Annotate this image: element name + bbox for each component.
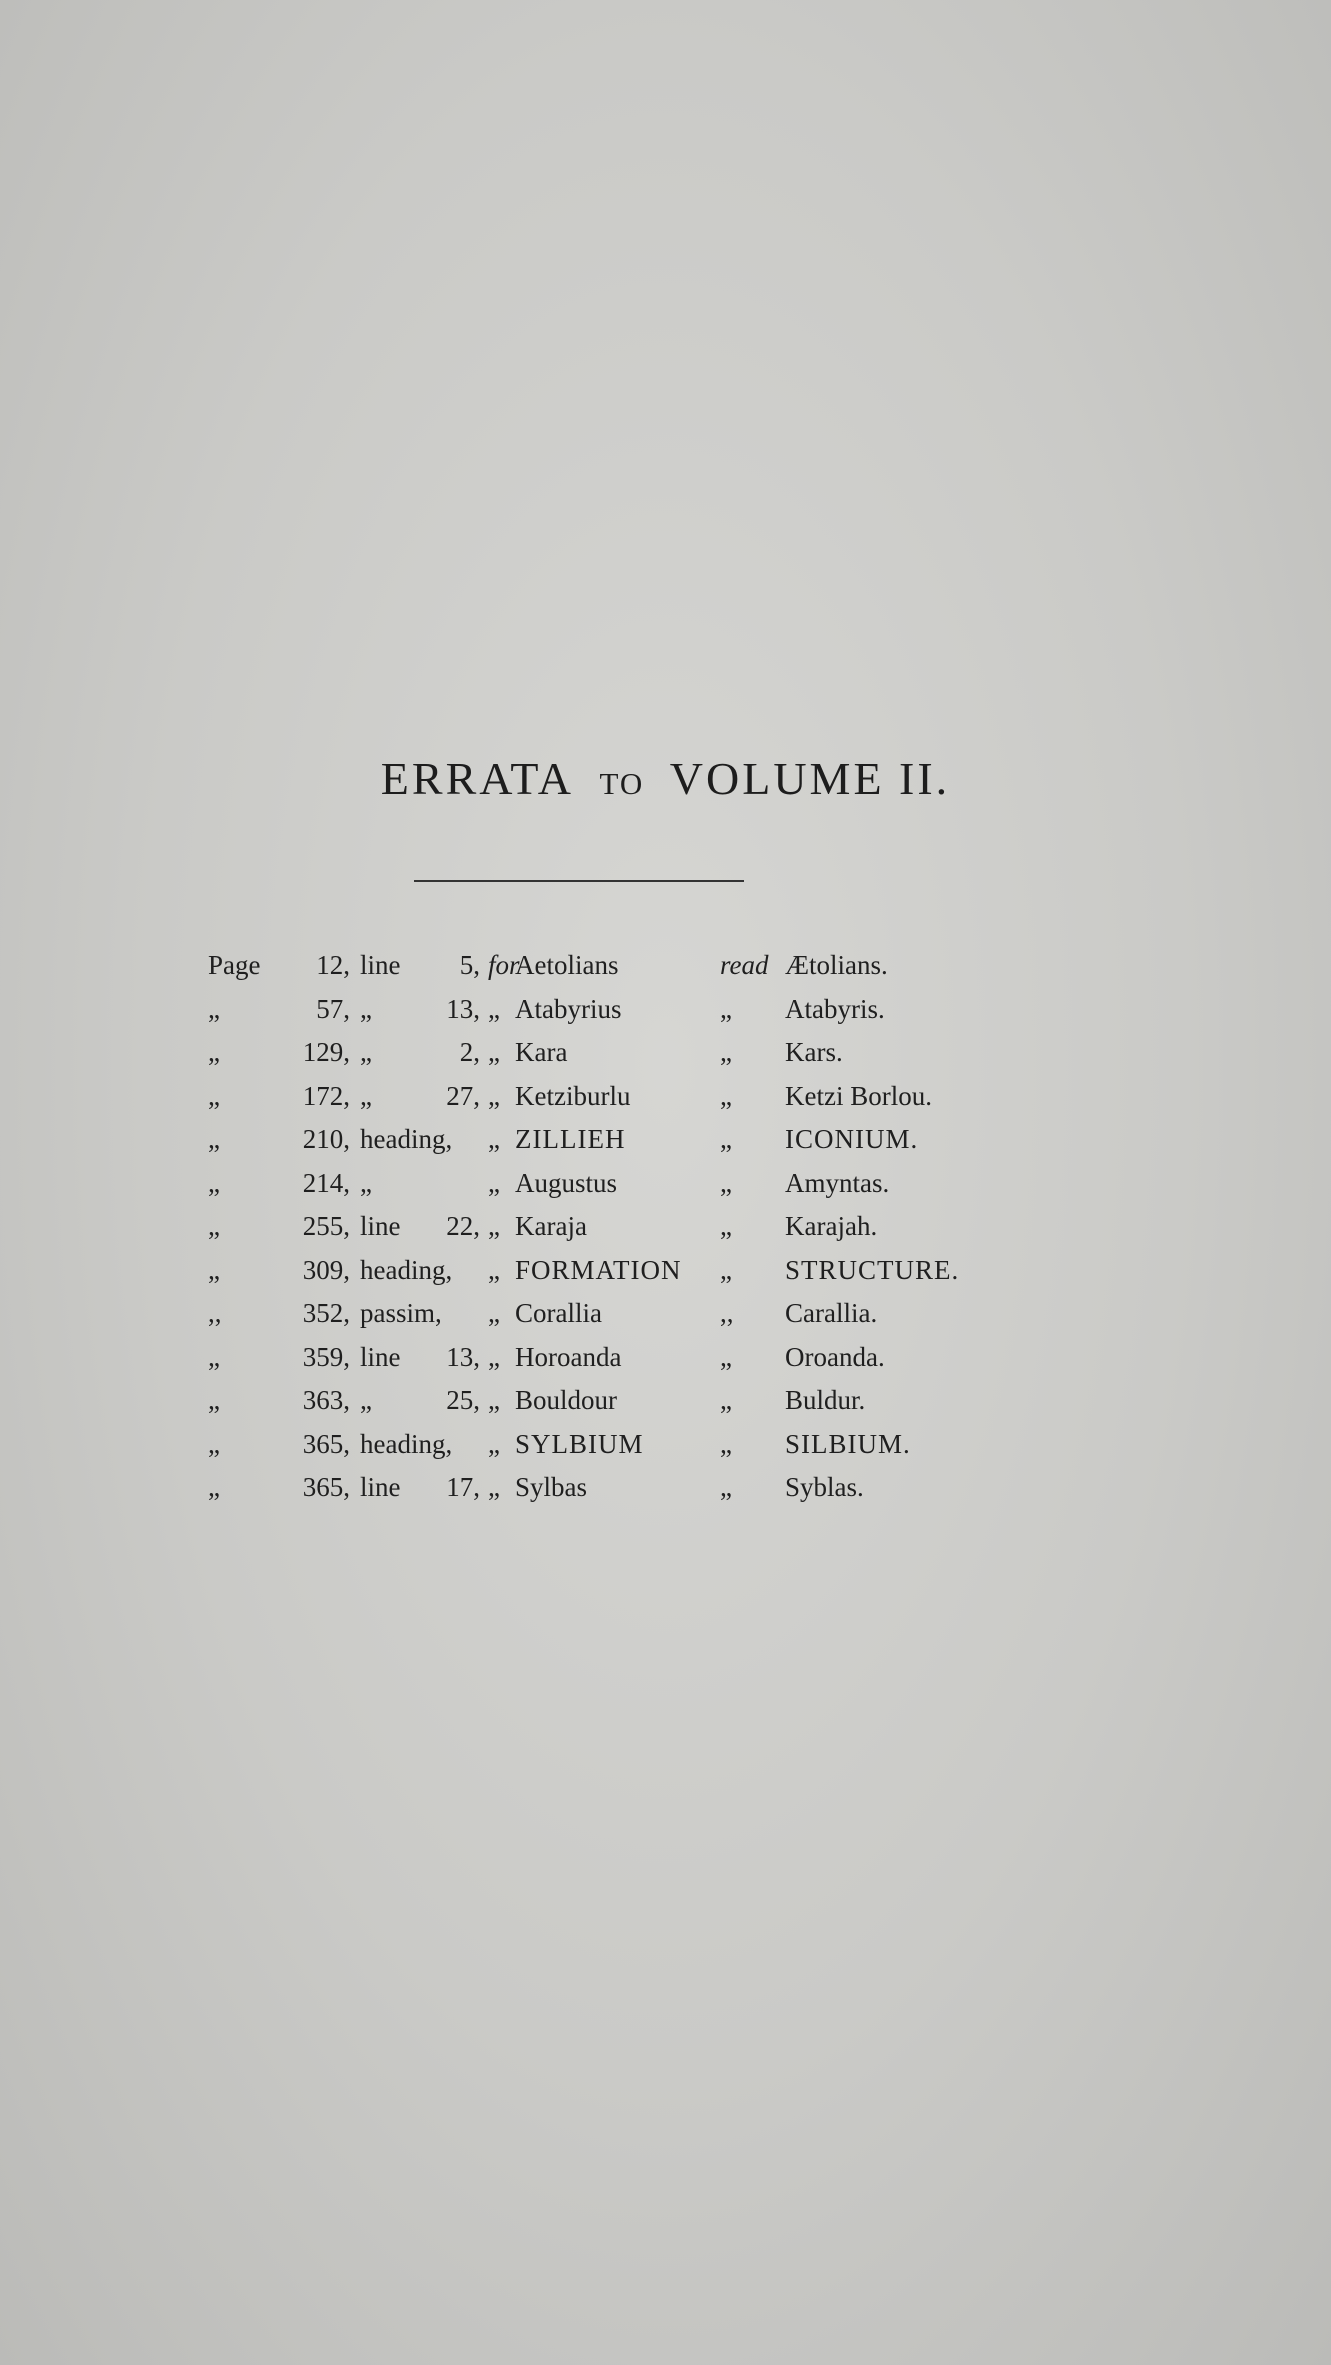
errata-for: for (488, 950, 520, 980)
errata-location: line (360, 1211, 401, 1241)
errata-correct: Oroanda. (785, 1341, 885, 1372)
errata-correct: SILBIUM. (785, 1428, 911, 1459)
errata-row (0, 1472, 1331, 1512)
errata-for: „ (488, 1254, 500, 1285)
errata-location: heading, (360, 1428, 453, 1459)
errata-for: „ (488, 1080, 500, 1111)
errata-row (0, 950, 1331, 990)
errata-for: „ (488, 1124, 500, 1154)
errata-for: „ (488, 1211, 500, 1241)
errata-line: 2, (459, 1037, 480, 1067)
errata-prefix: „ (208, 1080, 220, 1111)
errata-page: 172, (302, 1080, 350, 1111)
errata-line: 22, (446, 1211, 480, 1241)
errata-row (0, 1037, 1331, 1077)
errata-incorrect: Kara (515, 1037, 568, 1067)
errata-incorrect: Bouldour (515, 1385, 618, 1415)
errata-location: „ (360, 1037, 372, 1067)
errata-correct: Ketzi Borlou. (785, 1080, 932, 1111)
errata-read: „ (720, 1167, 732, 1198)
errata-read: „ (720, 1472, 732, 1502)
errata-location: line (360, 1341, 401, 1372)
errata-read: „ (720, 1211, 732, 1241)
errata-page: 363, (302, 1385, 350, 1415)
errata-line: 13, (446, 1341, 480, 1372)
title-divider (414, 880, 744, 882)
errata-incorrect: Sylbas (515, 1472, 588, 1502)
errata-incorrect: ZILLIEH (515, 1124, 626, 1154)
errata-row (0, 1211, 1331, 1251)
errata-page: 255, (302, 1211, 350, 1241)
errata-line: 27, (446, 1080, 480, 1111)
errata-read: read (720, 950, 769, 980)
errata-location: „ (360, 1080, 372, 1111)
errata-prefix: „ (208, 1124, 220, 1154)
errata-line: 5, (459, 950, 480, 980)
errata-correct: Buldur. (785, 1385, 866, 1415)
errata-correct: Atabyris. (785, 993, 885, 1024)
errata-location: passim, (360, 1298, 442, 1328)
errata-row (0, 1081, 1331, 1121)
errata-row (0, 1385, 1331, 1425)
errata-correct: Ætolians. (785, 950, 888, 980)
errata-row (0, 1429, 1331, 1469)
errata-prefix: „ (208, 1037, 220, 1067)
errata-correct: STRUCTURE. (785, 1254, 960, 1285)
errata-row (0, 1168, 1331, 1208)
errata-location: „ (360, 993, 372, 1024)
errata-prefix: „ (208, 1472, 220, 1502)
errata-location: „ (360, 1167, 372, 1198)
errata-incorrect: Ketziburlu (515, 1080, 631, 1111)
errata-read: „ (720, 1341, 732, 1372)
errata-read: „ (720, 1385, 732, 1415)
errata-line: 13, (446, 993, 480, 1024)
errata-row (0, 994, 1331, 1034)
errata-for: „ (488, 1298, 500, 1328)
errata-prefix: „ (208, 1211, 220, 1241)
title-errata: ERRATA (380, 753, 575, 804)
errata-line: 17, (446, 1472, 480, 1502)
errata-read: „ (720, 1124, 732, 1154)
errata-page: 352, (302, 1298, 350, 1328)
errata-read: „ (720, 1037, 732, 1067)
errata-incorrect: Atabyrius (515, 993, 622, 1024)
errata-prefix: ,, (208, 1298, 222, 1328)
errata-prefix: Page (208, 950, 261, 980)
errata-prefix: „ (208, 1385, 220, 1415)
errata-correct: Kars. (785, 1037, 843, 1067)
errata-for: „ (488, 1037, 500, 1067)
errata-for: „ (488, 1385, 500, 1415)
errata-page: 210, (302, 1124, 350, 1154)
errata-read: „ (720, 1254, 732, 1285)
errata-prefix: „ (208, 1428, 220, 1459)
errata-page: 365, (302, 1472, 350, 1502)
errata-page: 12, (316, 950, 350, 980)
errata-page: 129, (302, 1037, 350, 1067)
errata-for: „ (488, 1341, 500, 1372)
title-volume: VOLUME II. (669, 753, 951, 804)
errata-prefix: „ (208, 1167, 220, 1198)
errata-row (0, 1342, 1331, 1382)
errata-correct: Amyntas. (785, 1167, 890, 1198)
errata-incorrect: Horoanda (515, 1341, 622, 1372)
errata-page: 57, (316, 993, 350, 1024)
errata-prefix: „ (208, 1341, 220, 1372)
errata-location: line (360, 1472, 401, 1502)
errata-incorrect: Aetolians (515, 950, 619, 980)
errata-page: 359, (302, 1341, 350, 1372)
title-to: TO (599, 766, 645, 801)
errata-read: „ (720, 1428, 732, 1459)
errata-for: „ (488, 993, 500, 1024)
errata-incorrect: Augustus (515, 1167, 618, 1198)
errata-read: „ (720, 1080, 732, 1111)
page-title (0, 752, 1331, 805)
errata-line: 25, (446, 1385, 480, 1415)
errata-row (0, 1124, 1331, 1164)
errata-page: 365, (302, 1428, 350, 1459)
errata-location: heading, (360, 1254, 453, 1285)
errata-incorrect: Corallia (515, 1298, 602, 1328)
errata-for: „ (488, 1167, 500, 1198)
errata-location: heading, (360, 1124, 453, 1154)
errata-prefix: „ (208, 1254, 220, 1285)
errata-incorrect: Karaja (515, 1211, 587, 1241)
errata-row (0, 1255, 1331, 1295)
errata-row (0, 1298, 1331, 1338)
errata-incorrect: FORMATION (515, 1254, 682, 1285)
errata-page: 214, (302, 1167, 350, 1198)
errata-correct: ICONIUM. (785, 1124, 919, 1154)
errata-incorrect: SYLBIUM (515, 1428, 644, 1459)
errata-for: „ (488, 1428, 500, 1459)
errata-prefix: „ (208, 993, 220, 1024)
errata-for: „ (488, 1472, 500, 1502)
errata-page: 309, (302, 1254, 350, 1285)
errata-location: line (360, 950, 401, 980)
errata-location: „ (360, 1385, 372, 1415)
errata-correct: Karajah. (785, 1211, 878, 1241)
errata-read: ,, (720, 1298, 734, 1328)
errata-correct: Carallia. (785, 1298, 878, 1328)
errata-correct: Syblas. (785, 1472, 864, 1502)
errata-read: „ (720, 993, 732, 1024)
